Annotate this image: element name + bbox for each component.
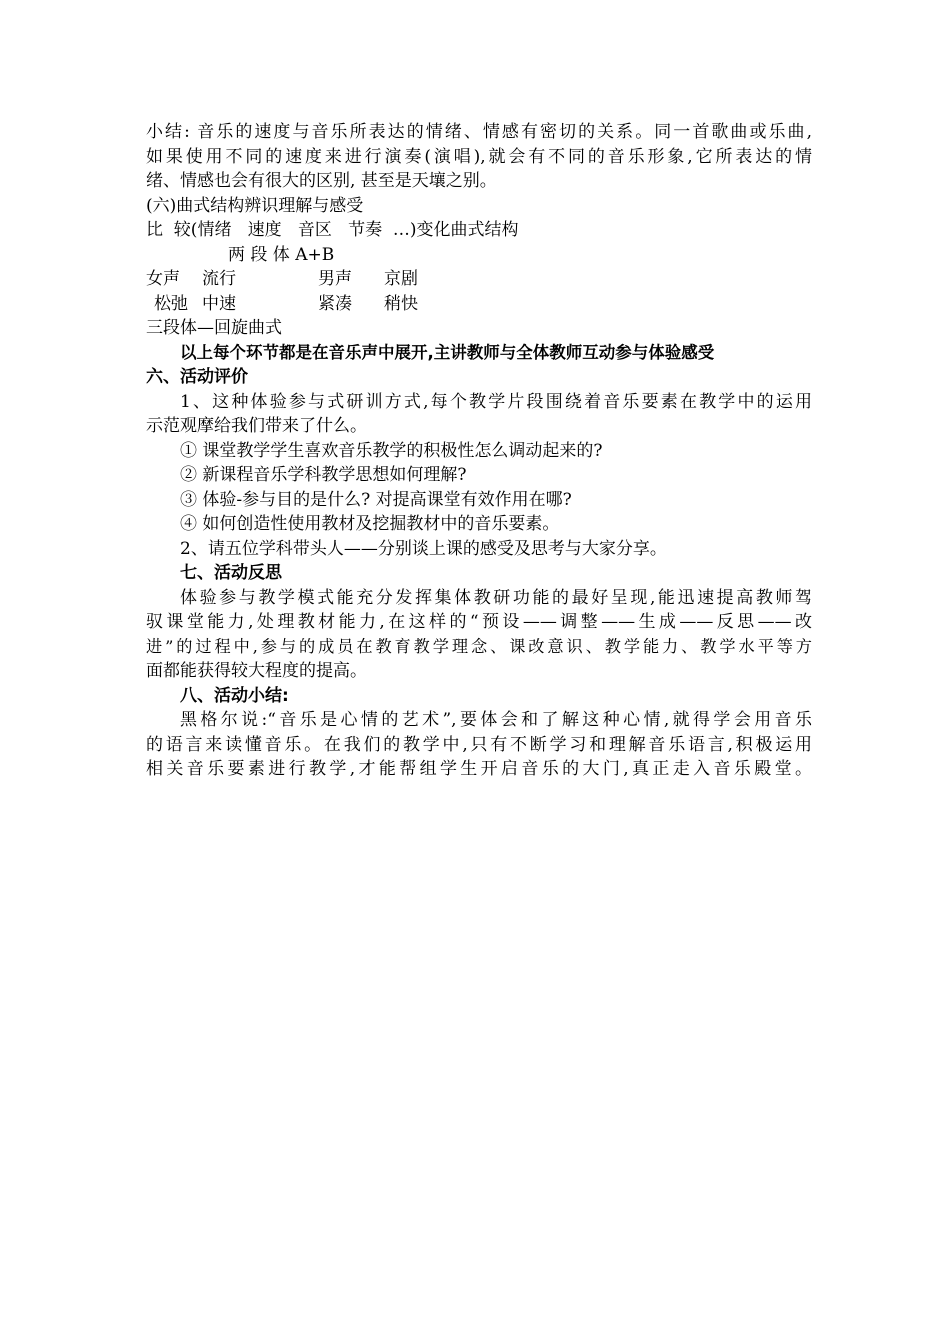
evaluation-p1-line1: 1、这种体验参与式研训方式,每个教学片段围绕着音乐要素在教学中的运用: [180, 391, 812, 412]
conclusion-heading: 八、活动小结:: [180, 685, 289, 706]
evaluation-p2: 2、请五位学科带头人——分别谈上课的感受及思考与大家分享。: [180, 538, 667, 559]
reflection-line-1: 体验参与教学模式能充分发挥集体教研功能的最好呈现,能迅速提高教师驾: [180, 587, 812, 608]
comparison-row-1: [146, 267, 812, 292]
reflection-line-4: 面都能获得较大程度的提高。: [146, 661, 367, 681]
evaluation-question-1: ① 课堂教学学生喜欢音乐教学的积极性怎么调动起来的?: [180, 440, 603, 461]
evaluation-p1-line2: 示范观摩给我们带来了什么。: [146, 416, 367, 436]
summary-line-3: 绪、情感也会有很大的区别, 甚至是天壤之别。: [146, 171, 497, 191]
row2-col3: 紧凑: [318, 293, 352, 314]
row1-col4: 京剧: [384, 269, 418, 289]
evaluation-heading: 六、活动评价: [146, 367, 248, 387]
summary-line-1: 小结: 音乐的速度与音乐所表达的情绪、情感有密切的关系。同一首歌曲或乐曲,: [146, 122, 812, 142]
conclusion-line-1: 黑格尔说:“音乐是心情的艺术”,要体会和了解这种心情,就得学会用音乐: [180, 710, 812, 730]
row1-col3: 男声: [318, 269, 352, 289]
document-page: [146, 120, 812, 782]
conclusion-line-2: 的语言来读懂音乐。在我们的教学中,只有不断学习和理解音乐语言,积极运用: [146, 734, 812, 755]
two-part-line: 两 段 体 A+B: [228, 244, 335, 265]
section6-heading: (六)曲式结构辨识理解与感受: [146, 195, 364, 216]
reflection-heading: 七、活动反思: [180, 563, 282, 583]
evaluation-question-4: ④ 如何创造性使用教材及挖掘教材中的音乐要素。: [180, 514, 560, 534]
row2-col1: 松弛: [154, 293, 188, 314]
rondo-line: 三段体—回旋曲式: [146, 318, 282, 338]
row1-col2: 流行: [202, 269, 236, 289]
row1-col1: 女声: [146, 269, 180, 289]
reflection-line-2: 驭课堂能力,处理教材能力,在这样的“预设——调整——生成——反思——改: [146, 612, 812, 632]
conclusion-line-3: 相关音乐要素进行教学,才能帮组学生开启音乐的大门,真正走入音乐殿堂。: [146, 759, 812, 779]
reflection-line-3: 进”的过程中,参与的成员在教育教学理念、课改意识、教学能力、教学水平等方: [146, 636, 812, 656]
row2-col4: 稍快: [384, 293, 418, 314]
row2-col2: 中速: [202, 293, 236, 314]
summary-line-2: 如果使用不同的速度来进行演奏(演唱),就会有不同的音乐形象,它所表达的情: [146, 146, 812, 167]
bold-note: 以上每个环节都是在音乐声中展开,主讲教师与全体教师互动参与体验感受: [180, 342, 715, 362]
comparison-row-2: [146, 292, 812, 317]
evaluation-question-2: ② 新课程音乐学科教学思想如何理解?: [180, 465, 467, 485]
compare-line: 比 较(情绪 速度 音区 节奏 …)变化曲式结构: [146, 220, 519, 240]
evaluation-question-3: ③ 体验-参与目的是什么? 对提高课堂有效作用在哪?: [180, 489, 572, 510]
